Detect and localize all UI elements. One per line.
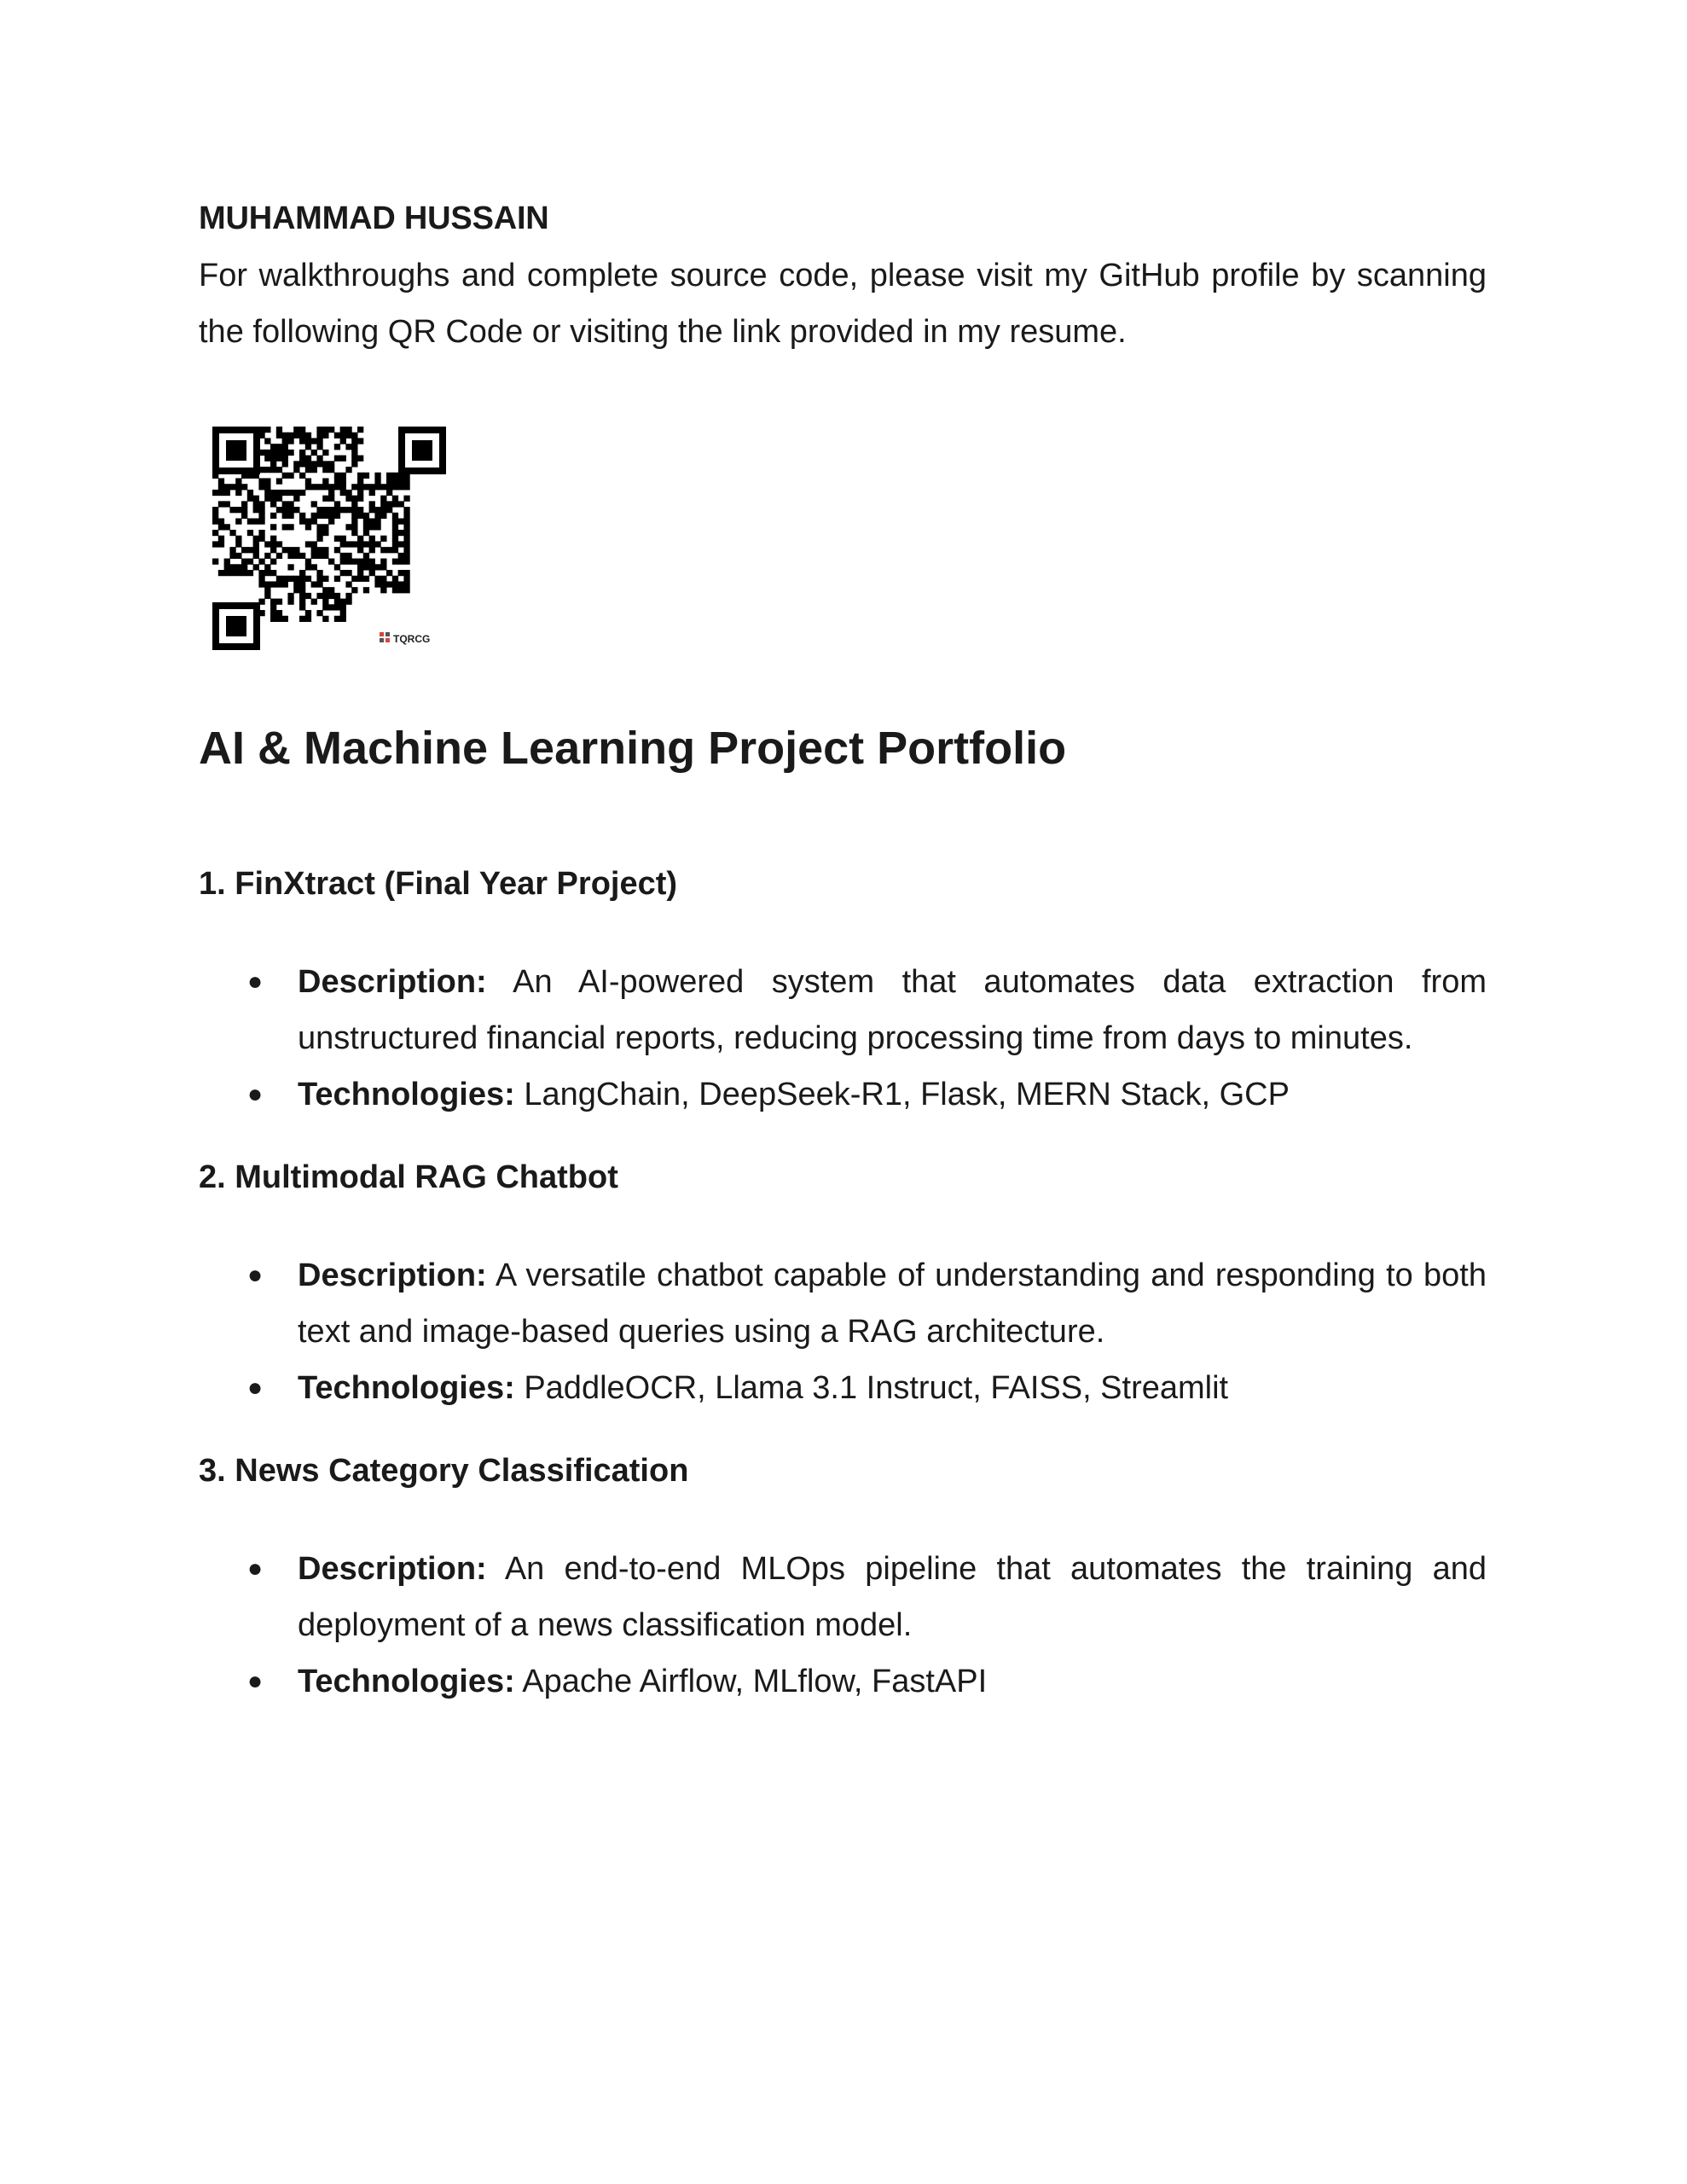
portfolio-title: AI & Machine Learning Project Portfolio — [199, 723, 1067, 774]
list-item — [199, 1066, 1487, 1123]
technologies-label: Technologies: — [298, 1077, 515, 1112]
bullet-icon: ● — [247, 967, 264, 996]
author-name: MUHAMMAD HUSSAIN — [199, 200, 549, 236]
description-label: Description: — [298, 1258, 487, 1293]
technologies-text: Apache Airflow, MLflow, FastAPI — [522, 1664, 988, 1699]
project-heading: 1. FinXtract (Final Year Project) — [199, 866, 678, 902]
project-section — [199, 1157, 1487, 1406]
list-item — [199, 1541, 1487, 1653]
project-heading: 3. News Category Classification — [199, 1453, 689, 1489]
description-text: An end-to-end MLOps pipeline that automates the training and deployment of a news classification model. — [298, 1551, 1487, 1643]
project-details-list — [199, 954, 1487, 1123]
list-item — [199, 954, 1487, 1066]
list-item — [199, 1247, 1487, 1360]
description-label: Description: — [298, 964, 487, 1000]
list-item — [199, 1653, 1487, 1710]
bullet-icon: ● — [247, 1667, 264, 1695]
intro-paragraph: For walkthroughs and complete source code, please visit my GitHub profile by scanning the following QR Code or visiting the link provided in my resume. — [199, 258, 1487, 350]
technologies-label: Technologies: — [298, 1370, 515, 1406]
technologies-label: Technologies: — [298, 1664, 515, 1699]
technologies-text: PaddleOCR, Llama 3.1 Instruct, FAISS, Streamlit — [524, 1370, 1229, 1406]
project-heading: 2. Multimodal RAG Chatbot — [199, 1159, 618, 1195]
project-section — [199, 1450, 1487, 1699]
svg-text:TQRCG: TQRCG — [393, 633, 431, 645]
qr-code-icon — [199, 416, 455, 664]
bullet-icon: ● — [247, 1374, 264, 1402]
bullet-icon: ● — [247, 1554, 264, 1583]
project-section — [199, 863, 1487, 1112]
bullet-icon: ● — [247, 1261, 264, 1289]
description-text: An AI-powered system that automates data extraction from unstructured financial reports, reducing processing time from days to minutes. — [298, 964, 1487, 1056]
technologies-text: LangChain, DeepSeek-R1, Flask, MERN Stack, GCP — [524, 1077, 1290, 1112]
project-details-list — [199, 1247, 1487, 1416]
list-item — [199, 1360, 1487, 1416]
bullet-icon: ● — [247, 1080, 264, 1108]
description-text: A versatile chatbot capable of understanding and responding to both text and image-based queries using a RAG architecture. — [298, 1258, 1487, 1350]
qr-code — [199, 416, 455, 664]
description-label: Description: — [298, 1551, 487, 1587]
project-details-list — [199, 1541, 1487, 1710]
